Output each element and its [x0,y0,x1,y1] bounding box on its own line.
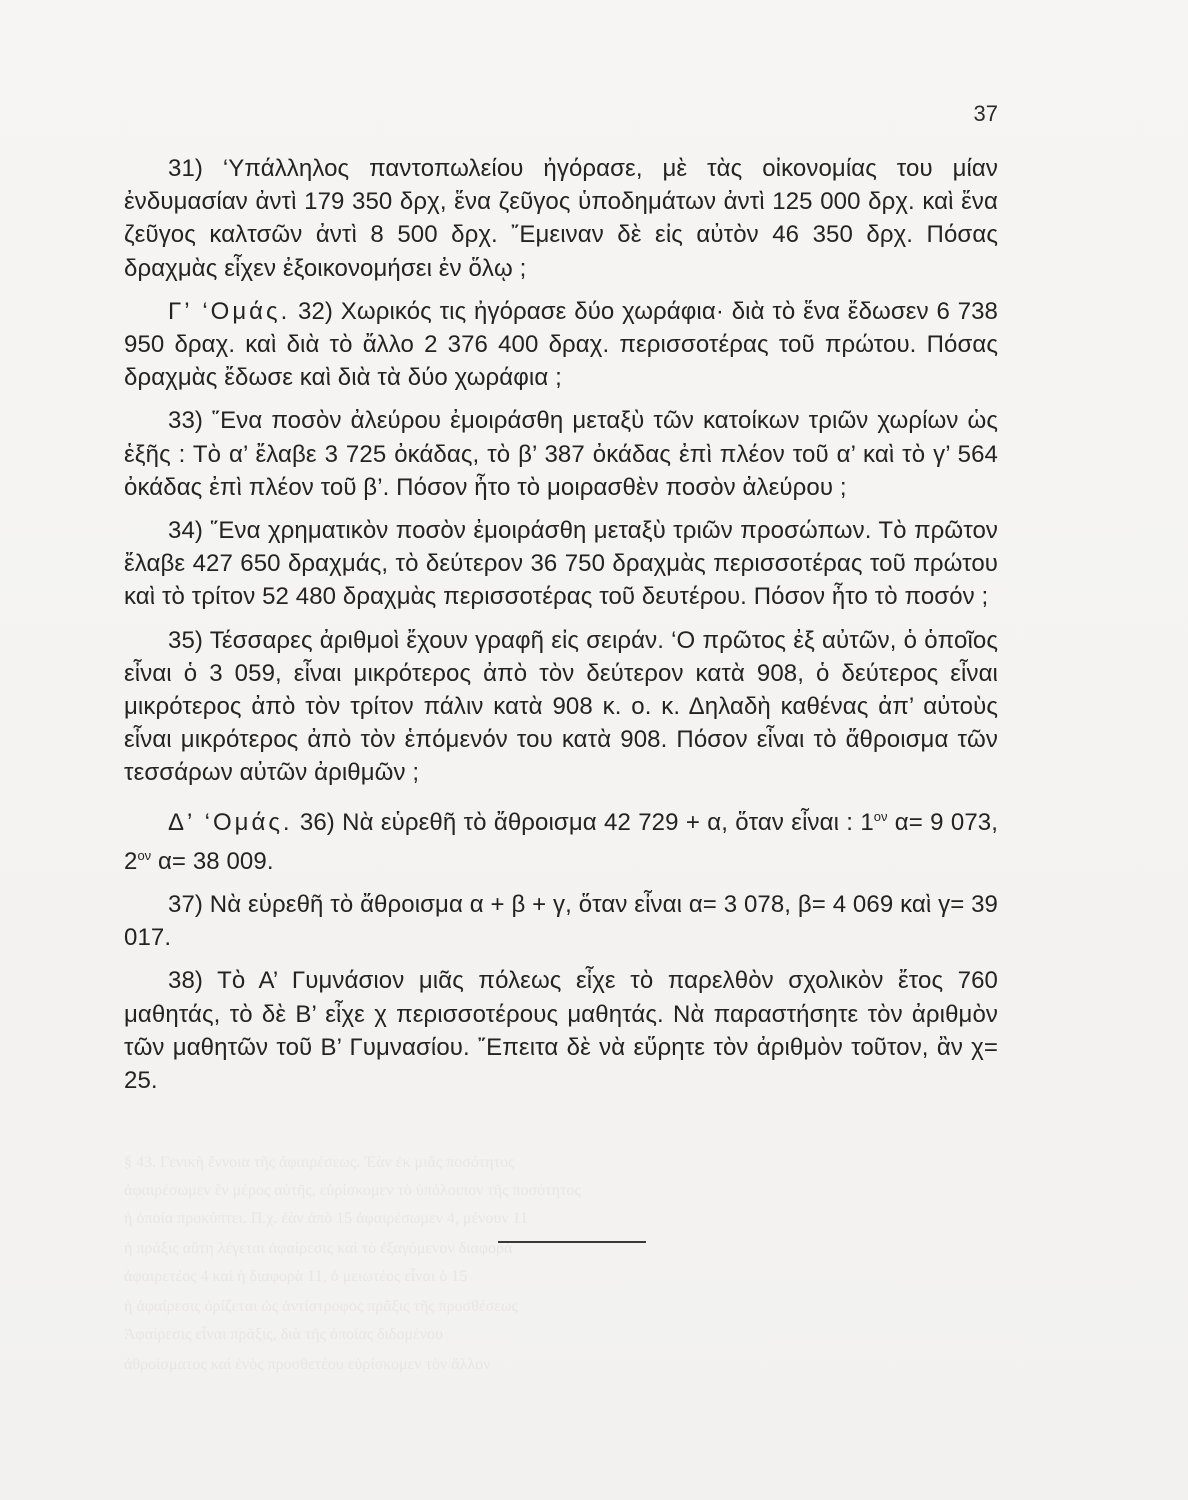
exercise-37 [124,888,998,954]
section-divider-rule [498,1241,646,1243]
exercise-text: 37) Νὰ εὑρεθῆ τὸ ἄθροισμα α + β + γ, ὅταν εἶναι α= 3 078, β= 4 069 καὶ γ= 39 017. [124,891,998,952]
group-label: Δ’ ‘Ομάς. [168,808,293,836]
exercise-text: 34) ῞Ενα χρηματικὸν ποσὸν ἐμοιράσθη μεταξὺ τριῶν προσώπων. Τὸ πρῶτον ἔλαβε 427 650 δραχμάς, τὸ δεύτερον 36 750 δραχμὰς περισσοτέρας τοῦ πρώτου καὶ τὸ τρίτον 52 480 δραχμὰς περισσοτέρας τοῦ δευτέρου. Πόσον ἦτο τὸ ποσόν ; [124,517,998,611]
group-label: Γ’ ‘Ομάς. [168,297,291,325]
exercise-35 [124,624,998,790]
ordinal-superscript: ον [873,808,888,824]
exercise-36 [124,800,998,878]
show-through-line: ἀθροίσματος καὶ ἑνὸς προσθετέου εὑρίσκομεν τὸν ἄλλον [124,1356,491,1373]
show-through-line: ἡ ἀφαίρεσις ὁρίζεται ὡς ἀντίστροφος πρᾶξις τῆς προσθέσεως [124,1298,518,1315]
exercise-32 [124,295,998,395]
show-through-line: ἡ πράξις αὕτη λέγεται ἀφαίρεσις καὶ τὸ ἐξαγόμενον διαφορά [124,1240,513,1257]
exercise-38 [124,964,998,1097]
show-through-line: § 43. Γενικὴ ἔννοια τῆς ἀφαιρέσεως. Ἐὰν ἐκ μιᾶς ποσότητος [124,1154,515,1171]
ordinal-superscript: ον [137,847,152,863]
show-through-line: ἀφαιρετέος 4 καὶ ἡ διαφορὰ 11, ὁ μειωτέος εἶναι ὁ 15 [124,1268,468,1285]
exercise-33 [124,404,998,504]
show-through-line: Ἀφαίρεσις εἶναι πρᾶξις, διὰ τῆς ὁποίας διδομένου [124,1326,443,1343]
exercise-text: 32) Χωρικός τις ἠγόρασε δύο χωράφια· διὰ τὸ ἕνα ἔδωσεν 6 738 950 δραχ. καὶ διὰ τὸ ἄλλο 2 376 400 δραχ. περισσοτέρας τοῦ πρώτου. Πόσας δραχμὰς ἔδωσε καὶ διὰ τὰ δύο χωράφια ; [124,297,998,392]
exercise-text: α= 9 073, 2 [124,808,999,875]
exercise-text: 38) Τὸ Α’ Γυμνάσιον μιᾶς πόλεως εἶχε τὸ παρελθὸν σχολικὸν ἔτος 760 μαθητάς, τὸ δὲ Β’ εἶχε χ περισσοτέρους μαθητάς. Νὰ παραστήσητε τὸν ἀριθμὸν τῶν μαθητῶν τοῦ Β’ Γυμνασίου. ῎Επειτα δὲ νὰ εὕρητε τὸν ἀριθμὸν τοῦτον, ἂν χ= 25. [124,967,998,1095]
show-through-line: ἀφαιρέσωμεν ἕν μέρος αὐτῆς, εὑρίσκομεν τὸ ὑπόλοιπον τῆς ποσότητος [124,1182,581,1199]
exercise-text: α= 38 009. [151,847,274,875]
exercise-text: 36) Νὰ εὑρεθῆ τὸ ἄθροισμα 42 729 + α, ὅταν εἶναι : 1 [292,808,874,836]
exercise-text: 31) ‘Υπάλληλος παντοπωλείου ἠγόρασε, μὲ τὰς οἰκονομίας του μίαν ἐνδυμασίαν ἀντὶ 179 350 δρχ, ἕνα ζεῦγος ὑποδημάτων ἀντὶ 125 000 δρχ. καὶ ἕνα ζεῦγος καλτσῶν ἀντὶ 8 500 δρχ. ῎Εμειναν δὲ εἰς αὐτὸν 46 350 δρχ. Πόσας δραχμὰς εἶχεν ἐξοικονομήσει ἐν ὅλῳ ; [124,155,998,282]
show-through-line: ἡ ὁποία προκύπτει. Π.χ. ἐὰν ἀπὸ 15 ἀφαιρέσωμεν 4, μένουν 11 [124,1210,528,1227]
page-number: 37 [973,101,998,126]
exercise-list [124,152,998,1097]
exercise-31 [124,152,998,285]
exercise-34 [124,514,998,614]
exercise-text: 35) Τέσσαρες ἀριθμοὶ ἔχουν γραφῆ εἰς σειράν. ‘Ο πρῶτος ἐξ αὐτῶν, ὁ ὁποῖος εἶναι ὁ 3 059, εἶναι μικρότερος ἀπὸ τὸν δεύτερον κατὰ 908, ὁ δεύτερος εἶναι μικρότερος ἀπὸ τὸν τρίτον πάλιν κατὰ 908 κ. ο. κ. Δηλαδὴ καθένας ἀπ’ αὐτοὺς εἶναι μικρότερος ἀπὸ τὸν ἑπόμενόν του κατὰ 908. Πόσον εἶναι τὸ ἄθροισμα τῶν τεσσάρων αὐτῶν ἀριθμῶν ; [124,626,998,787]
exercise-text: 33) ῞Ενα ποσὸν ἀλεύρου ἐμοιράσθη μεταξὺ τῶν κατοίκων τριῶν χωρίων ὡς ἑξῆς : Τὸ α’ ἔλαβε 3 725 ὀκάδας, τὸ β’ 387 ὀκάδας ἐπὶ πλέον τοῦ α’ καὶ τὸ γ’ 564 ὀκάδας ἐπὶ πλέον τοῦ β’. Πόσον ἦτο τὸ μοιρασθὲν ποσὸν ἀλεύρου ; [124,407,998,501]
